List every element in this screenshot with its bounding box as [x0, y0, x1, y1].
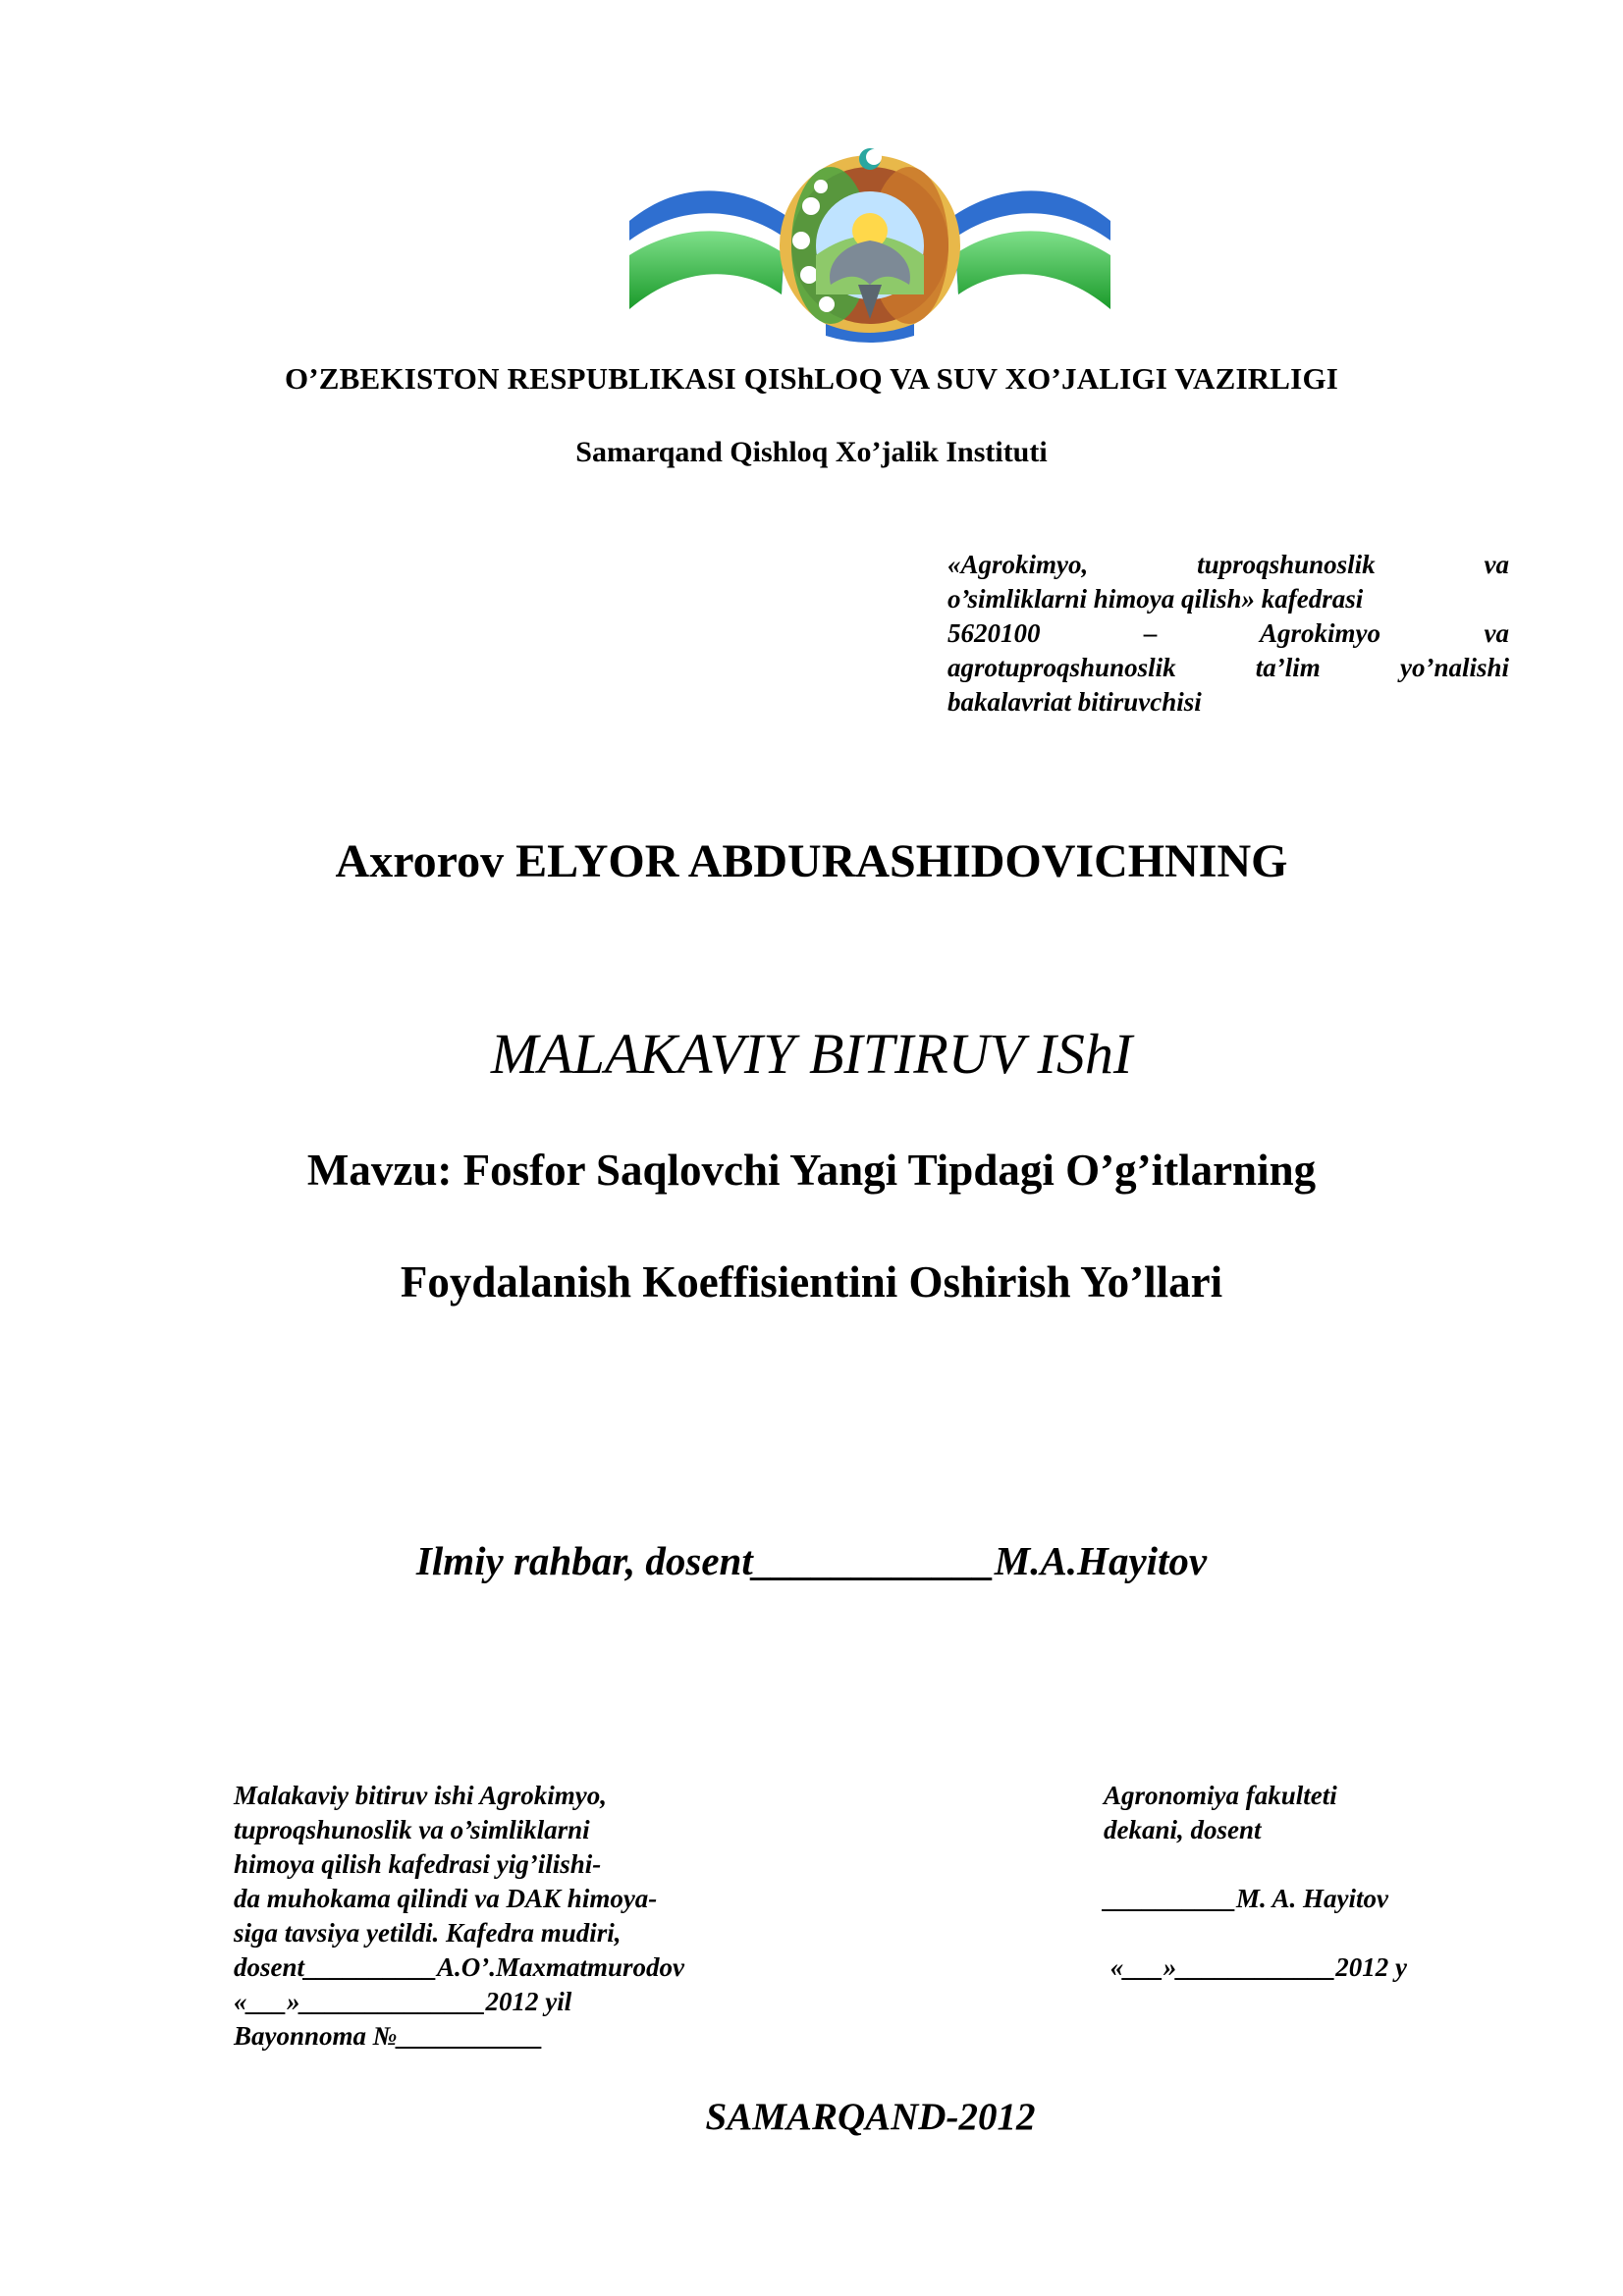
approval-line: himoya qilish kafedrasi yig’ilishi-: [234, 1849, 602, 1879]
author-name: Axrorov ELYOR ABDURASHIDOVICHNING: [335, 835, 1288, 887]
kafedra-line: o’simliklarni himoya qilish» kafedrasi: [947, 584, 1364, 614]
kafedra-line: «Agrokimyo, tuproqshunoslik va: [947, 550, 1509, 579]
kafedra-line: 5620100 – Agrokimyo va: [947, 618, 1509, 648]
kafedra-block: [947, 548, 1509, 720]
dean-line: [1104, 1916, 1516, 1950]
approval-line: siga tavsiya yetildi. Kafedra mudiri,: [234, 1918, 622, 1948]
dean-line: «___»____________2012 y: [1104, 1952, 1407, 1982]
dean-approval-block: [1104, 1779, 1516, 1985]
approval-line: dosent__________A.O’.Maxmatmurodov: [234, 1952, 685, 1982]
dean-line: [1104, 1847, 1516, 1882]
work-type-title: MALAKAVIY BITIRUV IShI: [490, 1022, 1133, 1086]
approval-line: Bayonnoma №___________: [234, 2021, 543, 2051]
dean-line: __________M. A. Hayitov: [1104, 1884, 1388, 1913]
approval-line: «___»______________2012 yil: [234, 1987, 572, 2016]
topic-line-1: Mavzu: Fosfor Saqlovchi Yangi Tipdagi O’g’itlarning: [306, 1146, 1317, 1195]
ministry-title: O’ZBEKISTON RESPUBLIKASI QIShLOQ VA SUV XO’JALIGI VAZIRLIGI: [284, 361, 1339, 396]
supervisor-line: Ilmiy rahbar, dosent____________M.A.Hayitov: [415, 1538, 1208, 1583]
dean-line: Agronomiya fakulteti: [1104, 1781, 1337, 1810]
dean-line: dekani, dosent: [1104, 1815, 1262, 1844]
approval-line: Malakaviy bitiruv ishi Agrokimyo,: [234, 1781, 608, 1810]
kafedra-line: bakalavriat bitiruvchisi: [947, 687, 1202, 717]
department-approval-block: [234, 1779, 862, 2054]
topic-line-2: Foydalanish Koeffisientini Oshirish Yo’llari: [400, 1257, 1223, 1307]
approval-line: tuproqshunoslik va o’simliklarni: [234, 1815, 590, 1844]
city-year: SAMARQAND-2012: [705, 2096, 1036, 2138]
institute-name: Samarqand Qishloq Xo’jalik Instituti: [575, 436, 1048, 468]
approval-line: da muhokama qilindi va DAK himoya-: [234, 1884, 658, 1913]
uzbekistan-state-emblem-icon: [624, 147, 1115, 344]
kafedra-line: agrotuproqshunoslik ta’lim yo’nalishi: [947, 653, 1509, 682]
